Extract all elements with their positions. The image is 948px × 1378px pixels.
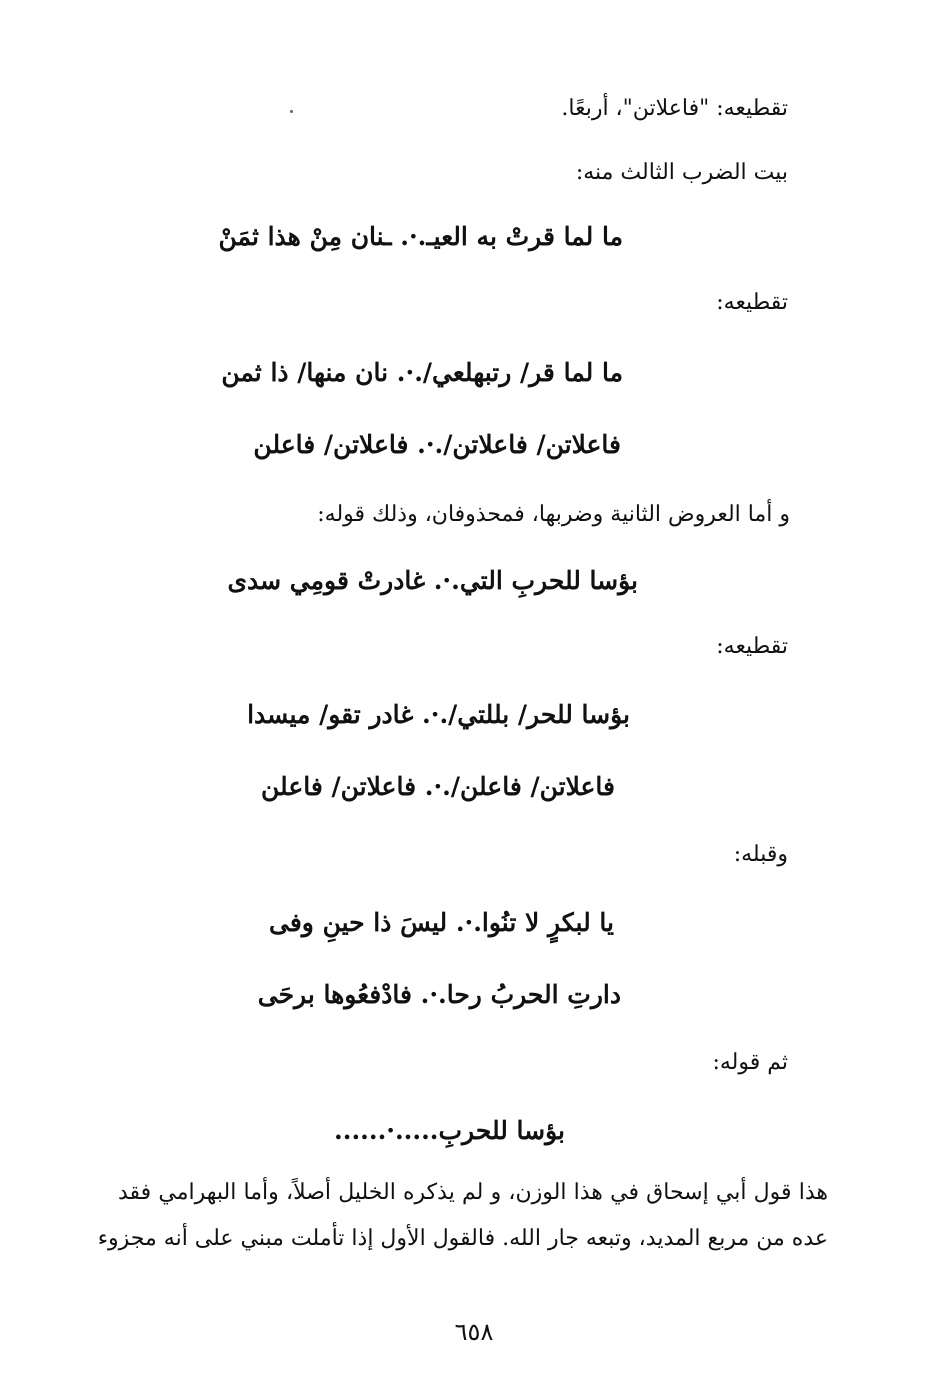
speck-mark <box>290 110 293 113</box>
scansion-label-2: تقطيعه: <box>716 290 788 315</box>
scansion-label-1: تقطيعه: "فاعلاتن"، أربعًا. <box>561 96 788 121</box>
verse-line-2: بؤسا للحربِ التي.·. غادرتْ قومِي سدى <box>227 566 638 595</box>
page-number: ٦٥٨ <box>454 1318 494 1346</box>
verse-line-1: ما لما قرتْ به العيـ.·. ـنان مِنْ هذا ثمَنْ <box>218 222 623 251</box>
verse-meter-1: فاعلاتن/ فاعلاتن/.·. فاعلاتن/ فاعلن <box>253 430 621 459</box>
verse-scansion-1: ما لما قر/ رتبهلعي/.·. نان منها/ ذا ثمن <box>221 358 623 387</box>
third-meter-intro: بيت الضرب الثالث منه: <box>575 160 788 185</box>
commentary-line-1: هذا قول أبي إسحاق في هذا الوزن، و لم يذكره الخليل أصلاً، وأما البهرامي فقد <box>118 1180 828 1205</box>
verse-scansion-2: بؤسا للحر/ بللتي/.·. غادر تقو/ ميسدا <box>247 700 630 729</box>
verse-line-4: دارتِ الحربُ رحا.·. فادْفعُوها برحَى <box>257 980 621 1009</box>
verse-meter-2: فاعلاتن/ فاعلن/.·. فاعلاتن/ فاعلن <box>261 772 615 801</box>
before-label: وقبله: <box>733 842 788 867</box>
scansion-label-3: تقطيعه: <box>716 634 788 659</box>
then-label: ثم قوله: <box>712 1050 788 1075</box>
verse-line-3: يا لبكرٍ لا تنُوا.·. ليسَ ذا حينِ وفى <box>269 908 614 937</box>
verse-line-5: بؤسا للحربِ.....·...... <box>334 1116 565 1145</box>
commentary-line-2: عده من مربع المديد، وتبعه جار الله. فالقول الأول إذا تأملت مبني على أنه مجزوء <box>97 1226 828 1251</box>
second-arud-intro: و أما العروض الثانية وضربها، فمحذوفان، وذلك قوله: <box>317 502 790 527</box>
